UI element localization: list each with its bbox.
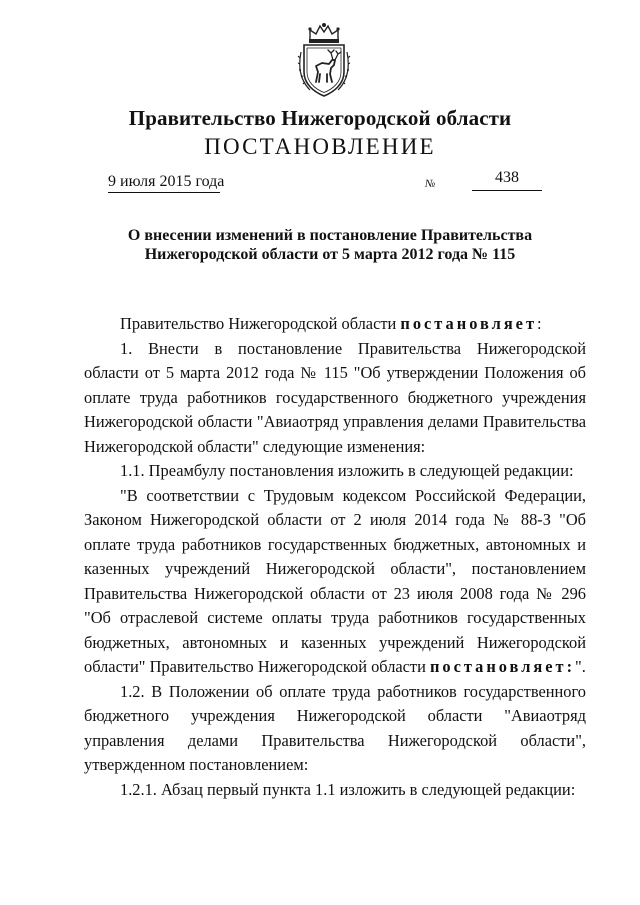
organization-title: Правительство Нижегородской области <box>128 106 512 130</box>
document-number: 438 <box>472 169 542 191</box>
paragraph-item-1-1: 1.1. Преамбулу постановления изложить в следующей редакции: <box>120 461 574 480</box>
subject-line-2: Нижегородской области от 5 марта 2012 года № 115 <box>144 246 516 263</box>
paragraph-item-1-2: 1.2. В Положении об оплате труда работников государственного бюджетного учреждения Нижегородской области "Авиаотряд управления делами Правительства Нижегородской области", утвержденном постановлением: <box>84 681 586 774</box>
paragraph-item-1: 1. Внести в постановление Правительства Нижегородской области от 5 марта 2012 года № 115 "Об утверждении Положения об оплате труда работников государственного бюджетного учреждения Нижегородской области "Авиаотряд управления делами Правительства Нижегородской области" следующие изменения: <box>84 338 586 456</box>
paragraph-preamble <box>84 312 586 337</box>
subject-line-1: О внесении изменений в постановление Правительства <box>127 227 533 244</box>
paragraph-quoted-preamble <box>84 484 586 680</box>
paragraph-item-1-2-1: 1.2.1. Абзац первый пункта 1.1 изложить в следующей редакции: <box>120 779 576 799</box>
preamble-decree-word: постановляет <box>400 314 538 333</box>
document-subject <box>110 226 550 264</box>
preamble-text: Правительство Нижегородской области <box>120 314 401 333</box>
preamble-tail: : <box>537 314 542 333</box>
number-label: № <box>425 178 436 190</box>
quoted-preamble-text: "В соответствии с Трудовым кодексом Российской Федерации, Законом Нижегородской области от 2 июля 2014 года № 88-З "Об оплате труда работников государственных бюджетных, автономных и казенных учреждений Нижегородской области", постановлением Правительства Нижегородской области от 23 июля 2008 года № 296 "Об отраслевой системе оплаты труда работников государственных бюджетных, автономных и казенных учреждений Нижегородской области" Правительство Нижегородской области <box>84 485 586 676</box>
quoted-preamble-tail: ". <box>575 657 586 676</box>
document-body <box>84 312 586 802</box>
document-date: 9 июля 2015 года <box>108 173 220 193</box>
coat-of-arms-emblem <box>296 22 352 98</box>
document-type-title: ПОСТАНОВЛЕНИЕ <box>204 134 436 159</box>
quoted-decree-word: постановляет: <box>429 657 576 676</box>
